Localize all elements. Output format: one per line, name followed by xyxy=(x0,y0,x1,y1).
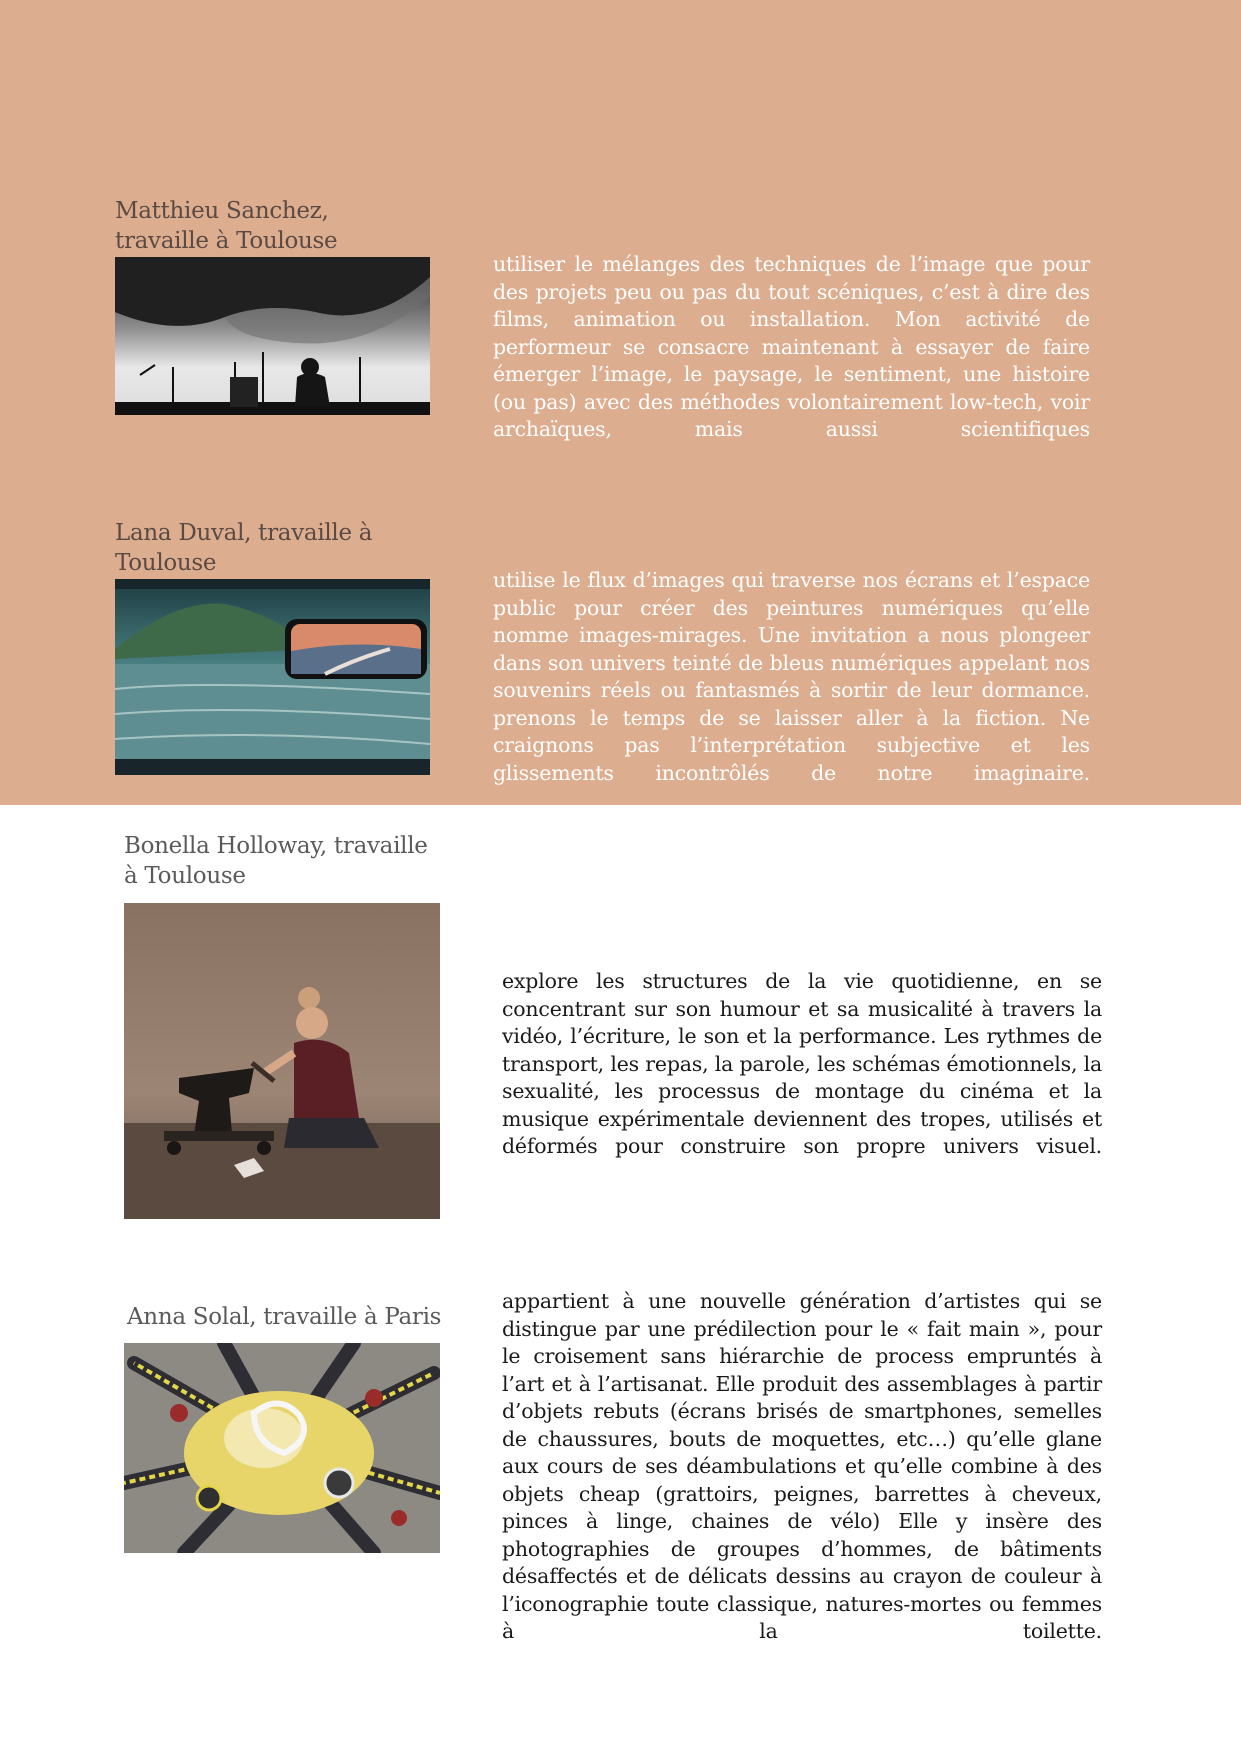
artist-photo xyxy=(115,257,430,415)
artist-photo xyxy=(124,903,440,1219)
artist-bio: explore les structures de la vie quotidienne, en se concentrant sur son humour et sa musicalité à travers la vidéo, l’écriture, le son et la performance. Les rythmes de transport, les repas, la parole, les schémas émotionnels, la sexualité, les processus de montage du cinéma et la musique expérimentale deviennent des tropes, utilisés et déformés pour construire son propre univers visuel. xyxy=(502,969,1102,1158)
artist-bio: appartient à une nouvelle génération d’artistes qui se distingue par une prédilection pour le « fait main », pour le croisement sans hiérarchie de process empruntés à l’art et à l’artisanat. Elle produit des assemblages à partir d’objets rebuts (écrans brisés de smartphones, semelles de chaussures, bouts de moquettes, etc…) qu’elle glane aux cours de ses déambulations et qu’elle combine à des objets cheap (grattoirs, peignes, barrettes à cheveux, pinces à linge, chaines de vélo) Elle y insère des photographies de groupes d’hommes, de bâtiments désaffectés et de délicats dessins au crayon de couleur à l’iconographie toute classique, natures-mortes ou femmes à la toilette. xyxy=(502,1289,1102,1643)
artist-name: Bonella Holloway, travaille à Toulouse xyxy=(124,833,428,889)
artist-photo xyxy=(115,579,430,775)
artist-name: Lana Duval, travaille à Toulouse xyxy=(115,520,373,576)
artist-photo xyxy=(124,1343,440,1553)
artist-name: Matthieu Sanchez, travaille à Toulouse xyxy=(115,198,338,254)
artist-bio: utiliser le mélanges des techniques de l’image que pour des projets peu ou pas du tout scéniques, c’est à dire des films, animation ou installation. Mon activité de performeur se consacre maintenant à essayer de faire émerger l’image, le paysage, le sentiment, une histoire (ou pas) avec des méthodes volontairement low-tech, voir archaïques, mais aussi scientifiques xyxy=(493,252,1090,441)
artist-name: Anna Solal, travaille à Paris xyxy=(127,1304,442,1330)
artist-bio: utilise le flux d’images qui traverse nos écrans et l’espace public pour créer des peintures numériques qu’elle nomme images-mirages. Une invitation a nous plongeer dans son univers teinté de bleus numériques appelant nos souvenirs réels ou fantasmés à sortir de leur dormance. prenons le temps de se laisser aller à la fiction. Ne craignons pas l’interprétation subjective et les glissements incontrôlés de notre imaginaire. xyxy=(493,568,1090,785)
